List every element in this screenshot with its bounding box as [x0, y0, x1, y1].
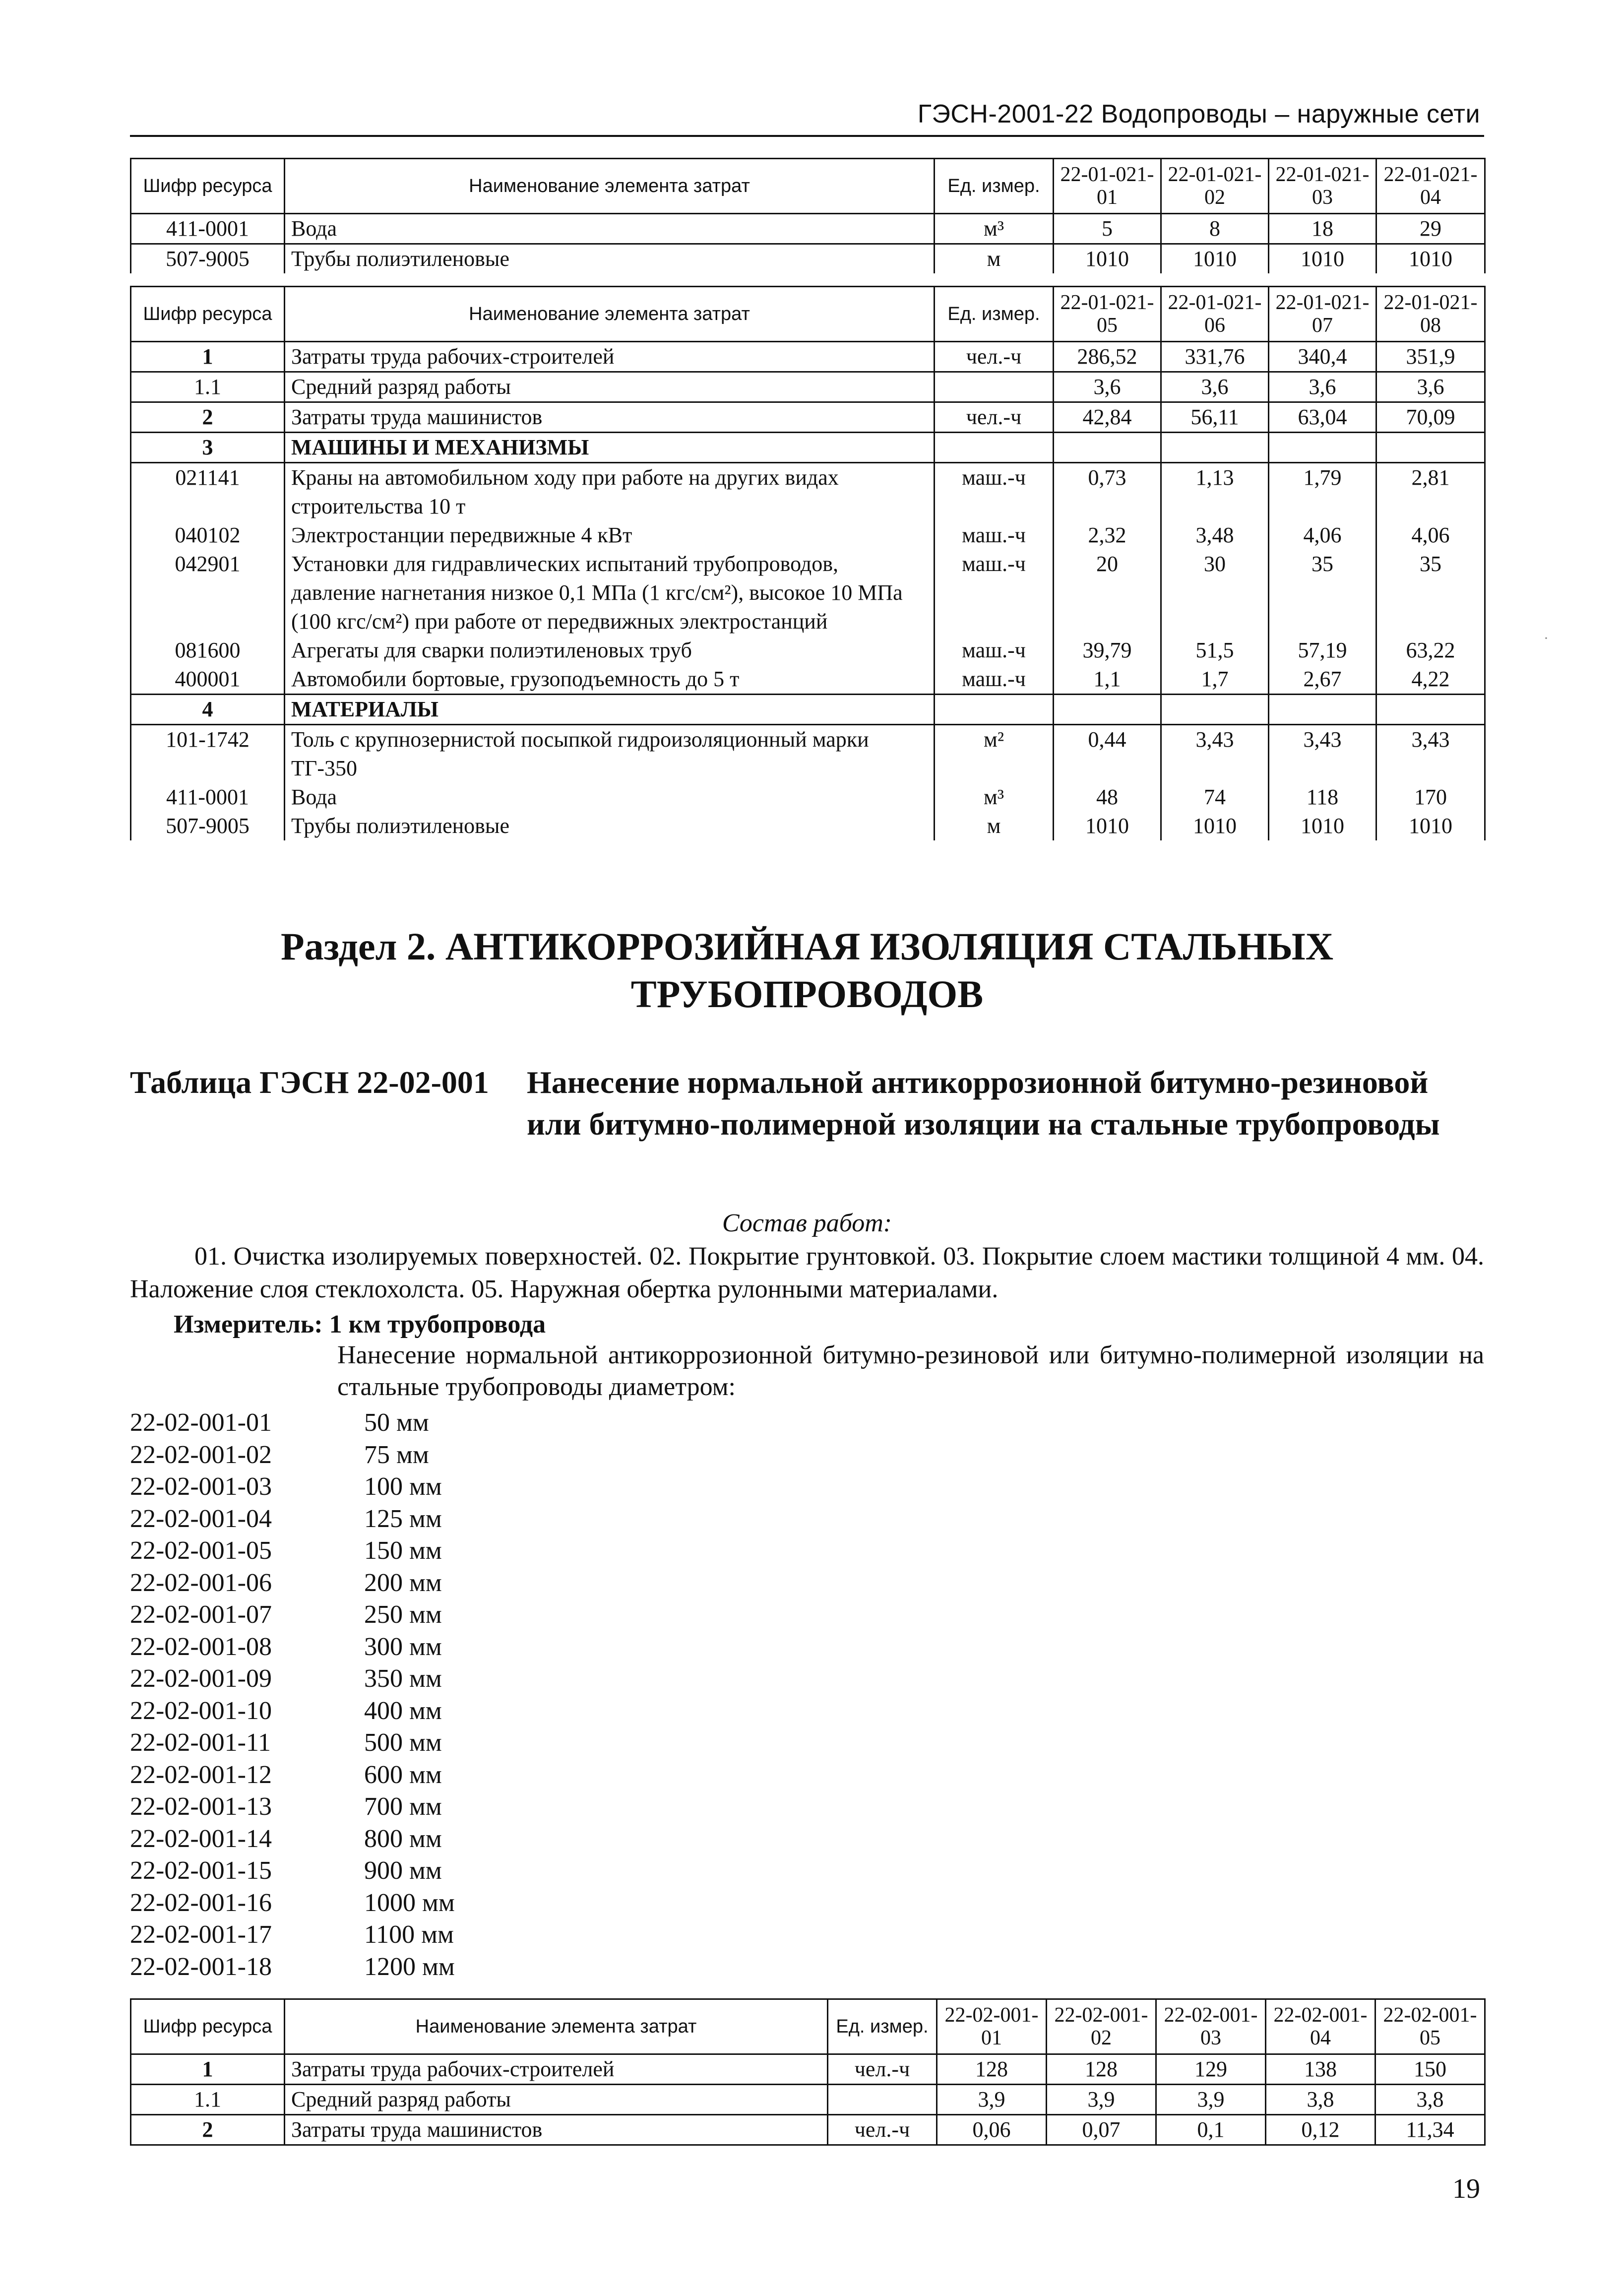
col-header-norm-code: 22-02-001-02 — [1047, 1999, 1156, 2054]
pipe-diameter: 75 мм — [364, 1440, 429, 1469]
list-item — [130, 1951, 455, 1983]
cell-unit: чел.-ч — [935, 402, 1054, 433]
col-header-norm-code: 22-01-021-06 — [1161, 287, 1269, 342]
cell-name: Трубы полиэтиленовые — [285, 812, 935, 840]
cell-name: Трубы полиэтиленовые — [285, 244, 935, 274]
cell-value: 0,12 — [1266, 2115, 1375, 2145]
page-number: 19 — [1452, 2173, 1480, 2204]
cell-value: 3,6 — [1054, 372, 1161, 402]
cell-code: 411-0001 — [131, 214, 285, 244]
cell-value: 0,1 — [1156, 2115, 1266, 2145]
cell-value: 1010 — [1376, 812, 1485, 840]
list-item — [130, 1471, 455, 1503]
meter-label: Измеритель: — [174, 1310, 323, 1339]
list-item — [130, 1791, 455, 1823]
norm-code: 22-02-001-10 — [130, 1696, 272, 1725]
works-text: 01. Очистка изолируемых поверхностей. 02. Покрытие грунтовкой. 03. Покрытие слоем мастики толщиной 4 мм. 04. Наложение слоя стеклохолста. 05. Наружная обертка рулонными материалами. — [130, 1242, 1484, 1303]
cell-value: 340,4 — [1269, 342, 1376, 372]
norm-code: 22-02-001-13 — [130, 1792, 272, 1821]
list-item — [130, 1919, 455, 1951]
cell-name: Средний разряд работы — [285, 372, 935, 402]
cell-value: 2,81 — [1376, 463, 1485, 521]
cell-code: 1 — [131, 2054, 285, 2085]
cell-unit — [935, 433, 1054, 463]
col-header-norm-code: 22-01-021-05 — [1054, 287, 1161, 342]
table-title-code: Таблица ГЭСН 22-02-001 — [130, 1065, 489, 1100]
cell-value: 3,8 — [1375, 2085, 1485, 2115]
cell-value: 128 — [1047, 2054, 1156, 2085]
col-header-unit: Ед. измер. — [935, 287, 1054, 342]
cell-value: 42,84 — [1054, 402, 1161, 433]
col-header-norm-code: 22-02-001-05 — [1375, 1999, 1485, 2054]
cell-unit: маш.-ч — [935, 665, 1054, 695]
pipe-diameter: 900 мм — [364, 1856, 442, 1885]
cell-value: 1010 — [1269, 812, 1376, 840]
header-row — [131, 1999, 1485, 2054]
table-row — [131, 636, 1485, 665]
col-header-name: Наименование элемента затрат — [285, 287, 935, 342]
cell-value: 48 — [1054, 783, 1161, 812]
table-title — [130, 1062, 1484, 1145]
norm-description: Нанесение нормальной антикоррозионной битумно-резиновой или битумно-полимерной изоляции на стальные трубопроводы диаметром: — [337, 1341, 1484, 1401]
cell-value: 2,67 — [1269, 665, 1376, 695]
cell-name: Затраты труда машинистов — [285, 2115, 828, 2145]
pipe-diameter: 800 мм — [364, 1824, 442, 1853]
table-row — [131, 214, 1485, 244]
list-item — [130, 1535, 455, 1567]
cell-value: 3,43 — [1161, 725, 1269, 783]
scan-mark: · — [1544, 630, 1549, 646]
pipe-diameter: 100 мм — [364, 1472, 442, 1501]
cell-value: 11,34 — [1375, 2115, 1485, 2145]
meter-value: 1 км трубопровода — [329, 1310, 546, 1339]
norm-code: 22-02-001-14 — [130, 1824, 272, 1853]
cell-value: 2,32 — [1054, 521, 1161, 550]
cell-name: Средний разряд работы — [285, 2085, 828, 2115]
norm-code: 22-02-001-09 — [130, 1664, 272, 1693]
cell-code: 411-0001 — [131, 783, 285, 812]
pipe-diameter: 400 мм — [364, 1696, 442, 1725]
list-item — [130, 1407, 455, 1439]
list-item — [130, 1823, 455, 1855]
cell-code: 2 — [131, 2115, 285, 2145]
header-rule — [130, 135, 1484, 137]
cell-code: 1.1 — [131, 2085, 285, 2115]
section-title: Раздел 2. АНТИКОРРОЗИЙНАЯ ИЗОЛЯЦИЯ СТАЛЬНЫХ ТРУБОПРОВОДОВ — [280, 925, 1334, 1016]
table-row — [131, 433, 1485, 463]
cell-value: 170 — [1376, 783, 1485, 812]
works-caption: Состав работ: — [722, 1209, 892, 1237]
cell-value: 56,11 — [1161, 402, 1269, 433]
cell-value: 3,6 — [1269, 372, 1376, 402]
cell-value: 63,04 — [1269, 402, 1376, 433]
col-header-unit: Ед. измер. — [935, 159, 1054, 214]
cell-value — [1161, 695, 1269, 725]
pipe-diameter: 50 мм — [364, 1408, 429, 1437]
pipe-diameter: 250 мм — [364, 1600, 442, 1629]
cell-value: 351,9 — [1376, 342, 1485, 372]
col-header-unit: Ед. измер. — [828, 1999, 937, 2054]
cell-unit: чел.-ч — [828, 2115, 937, 2145]
cell-unit: маш.-ч — [935, 521, 1054, 550]
pipe-diameter: 150 мм — [364, 1536, 442, 1565]
table-row — [131, 725, 1485, 783]
cell-unit — [828, 2085, 937, 2115]
col-header-name: Наименование элемента затрат — [285, 1999, 828, 2054]
pipe-diameter: 300 мм — [364, 1632, 442, 1661]
cell-value: 51,5 — [1161, 636, 1269, 665]
cell-name: Затраты труда рабочих-строителей — [285, 342, 935, 372]
pipe-diameter: 500 мм — [364, 1728, 442, 1757]
list-item — [130, 1631, 455, 1663]
cell-unit: чел.-ч — [828, 2054, 937, 2085]
table-row — [131, 2085, 1485, 2115]
cell-name: Агрегаты для сварки полиэтиленовых труб — [285, 636, 935, 665]
cell-value — [1376, 695, 1485, 725]
pipe-diameter: 1000 мм — [364, 1888, 455, 1917]
norm-code: 22-02-001-15 — [130, 1856, 272, 1885]
cell-name: Затраты труда рабочих-строителей — [285, 2054, 828, 2085]
cell-code: 101-1742 — [131, 725, 285, 783]
table-row — [131, 2054, 1485, 2085]
meter — [174, 1310, 546, 1339]
cell-value: 331,76 — [1161, 342, 1269, 372]
cell-code: 081600 — [131, 636, 285, 665]
cell-unit — [935, 695, 1054, 725]
cell-value: 1,1 — [1054, 665, 1161, 695]
cell-value: 3,9 — [1047, 2085, 1156, 2115]
header-row — [131, 159, 1485, 214]
cell-value — [1161, 433, 1269, 463]
pipe-diameter: 350 мм — [364, 1664, 442, 1693]
cell-value: 3,6 — [1161, 372, 1269, 402]
col-header-code: Шифр ресурса — [131, 1999, 285, 2054]
cell-unit — [935, 372, 1054, 402]
cell-code: 021141 — [131, 463, 285, 521]
pipe-diameter: 1100 мм — [364, 1920, 454, 1949]
cell-value: 18 — [1269, 214, 1376, 244]
norm-code: 22-02-001-02 — [130, 1440, 272, 1469]
col-header-norm-code: 22-02-001-03 — [1156, 1999, 1266, 2054]
pipe-diameter: 200 мм — [364, 1568, 442, 1597]
cell-value: 3,9 — [1156, 2085, 1266, 2115]
norm-code: 22-02-001-07 — [130, 1600, 272, 1629]
table-title-text: Нанесение нормальной антикоррозионной битумно-резиновой или битумно-полимерной изоляции на стальные трубопроводы — [527, 1065, 1440, 1142]
cell-unit: м³ — [935, 783, 1054, 812]
cell-value: 1,13 — [1161, 463, 1269, 521]
cell-name: МАТЕРИАЛЫ — [285, 695, 935, 725]
norm-code: 22-02-001-17 — [130, 1920, 272, 1949]
table-row — [131, 463, 1485, 521]
cell-value: 1010 — [1161, 244, 1269, 274]
norm-code: 22-02-001-06 — [130, 1568, 272, 1597]
cell-value: 74 — [1161, 783, 1269, 812]
cell-value: 1010 — [1161, 812, 1269, 840]
cell-name: Затраты труда машинистов — [285, 402, 935, 433]
table-row — [131, 372, 1485, 402]
list-item — [130, 1599, 455, 1631]
cell-name: Краны на автомобильном ходу при работе на других видах строительства 10 т — [285, 463, 935, 521]
norm-code: 22-02-001-12 — [130, 1760, 272, 1789]
cell-value: 1010 — [1054, 244, 1161, 274]
cell-value: 0,44 — [1054, 725, 1161, 783]
code-list — [130, 1407, 455, 1983]
cell-value: 1010 — [1054, 812, 1161, 840]
cell-name: Установки для гидравлических испытаний трубопроводов, давление нагнетания низкое 0,1 МПа (1 кгс/см²), высокое 10 МПа (100 кгс/см²) при работе от передвижных электростанций — [285, 550, 935, 636]
table-row — [131, 342, 1485, 372]
list-item — [130, 1439, 455, 1471]
cell-value — [1269, 433, 1376, 463]
cell-value: 138 — [1266, 2054, 1375, 2085]
cell-value: 4,06 — [1376, 521, 1485, 550]
cell-value: 63,22 — [1376, 636, 1485, 665]
list-item — [130, 1503, 455, 1535]
cell-value: 20 — [1054, 550, 1161, 636]
pipe-diameter: 125 мм — [364, 1504, 442, 1533]
list-item — [130, 1567, 455, 1599]
cell-code: 507-9005 — [131, 812, 285, 840]
col-header-code: Шифр ресурса — [131, 159, 285, 214]
cell-code: 3 — [131, 433, 285, 463]
cell-value: 39,79 — [1054, 636, 1161, 665]
cell-code: 042901 — [131, 550, 285, 636]
norm-code: 22-02-001-05 — [130, 1536, 272, 1565]
cell-value: 3,43 — [1269, 725, 1376, 783]
cell-name: Автомобили бортовые, грузоподъемность до 5 т — [285, 665, 935, 695]
cell-value: 4,22 — [1376, 665, 1485, 695]
cell-value: 3,43 — [1376, 725, 1485, 783]
cell-value: 286,52 — [1054, 342, 1161, 372]
col-header-norm-code: 22-02-001-01 — [937, 1999, 1047, 2054]
table-row — [131, 812, 1485, 840]
norm-code: 22-02-001-03 — [130, 1472, 272, 1501]
table-row — [131, 244, 1485, 274]
cell-value: 0,06 — [937, 2115, 1047, 2145]
norm-code: 22-02-001-18 — [130, 1952, 272, 1981]
cell-value — [1269, 695, 1376, 725]
cell-value: 1010 — [1376, 244, 1485, 274]
cell-value: 3,6 — [1376, 372, 1485, 402]
cell-unit: м — [935, 244, 1054, 274]
table-row — [131, 2115, 1485, 2145]
table-row — [131, 783, 1485, 812]
resource-table-2 — [130, 286, 1486, 840]
table-row — [131, 695, 1485, 725]
cell-value: 5 — [1054, 214, 1161, 244]
table-row — [131, 402, 1485, 433]
cell-value: 35 — [1269, 550, 1376, 636]
resource-table-1 — [130, 158, 1486, 273]
pipe-diameter: 1200 мм — [364, 1952, 455, 1981]
table-row — [131, 550, 1485, 636]
cell-value: 3,9 — [937, 2085, 1047, 2115]
cell-code: 1 — [131, 342, 285, 372]
cell-value: 1010 — [1269, 244, 1376, 274]
cell-code: 4 — [131, 695, 285, 725]
resource-table-3 — [130, 1998, 1486, 2146]
cell-unit: чел.-ч — [935, 342, 1054, 372]
cell-unit: м³ — [935, 214, 1054, 244]
list-item — [130, 1663, 455, 1695]
cell-value: 128 — [937, 2054, 1047, 2085]
cell-value: 29 — [1376, 214, 1485, 244]
pipe-diameter: 600 мм — [364, 1760, 442, 1789]
cell-code: 400001 — [131, 665, 285, 695]
cell-value: 4,06 — [1269, 521, 1376, 550]
cell-name: МАШИНЫ И МЕХАНИЗМЫ — [285, 433, 935, 463]
norm-code: 22-02-001-16 — [130, 1888, 272, 1917]
cell-unit: м² — [935, 725, 1054, 783]
cell-value: 0,07 — [1047, 2115, 1156, 2145]
cell-code: 1.1 — [131, 372, 285, 402]
col-header-norm-code: 22-01-021-02 — [1161, 159, 1269, 214]
cell-name: Вода — [285, 214, 935, 244]
pipe-diameter: 700 мм — [364, 1792, 442, 1821]
col-header-code: Шифр ресурса — [131, 287, 285, 342]
cell-value: 129 — [1156, 2054, 1266, 2085]
col-header-norm-code: 22-02-001-04 — [1266, 1999, 1375, 2054]
header-row — [131, 287, 1485, 342]
table-row — [131, 665, 1485, 695]
cell-value: 35 — [1376, 550, 1485, 636]
col-header-norm-code: 22-01-021-01 — [1054, 159, 1161, 214]
norm-code: 22-02-001-08 — [130, 1632, 272, 1661]
list-item — [130, 1759, 455, 1791]
list-item — [130, 1855, 455, 1887]
norm-code: 22-02-001-01 — [130, 1408, 272, 1437]
cell-value: 3,8 — [1266, 2085, 1375, 2115]
cell-name: Толь с крупнозернистой посыпкой гидроизоляционный марки ТГ-350 — [285, 725, 935, 783]
cell-value: 1,79 — [1269, 463, 1376, 521]
col-header-norm-code: 22-01-021-08 — [1376, 287, 1485, 342]
cell-value — [1054, 695, 1161, 725]
cell-name: Вода — [285, 783, 935, 812]
cell-value: 57,19 — [1269, 636, 1376, 665]
col-header-name: Наименование элемента затрат — [285, 159, 935, 214]
list-item — [130, 1887, 455, 1919]
col-header-norm-code: 22-01-021-04 — [1376, 159, 1485, 214]
cell-value — [1054, 433, 1161, 463]
cell-code: 2 — [131, 402, 285, 433]
cell-value: 0,73 — [1054, 463, 1161, 521]
cell-value: 30 — [1161, 550, 1269, 636]
cell-unit: маш.-ч — [935, 463, 1054, 521]
cell-unit: маш.-ч — [935, 636, 1054, 665]
cell-value: 70,09 — [1376, 402, 1485, 433]
cell-code: 040102 — [131, 521, 285, 550]
cell-code: 507-9005 — [131, 244, 285, 274]
norm-code: 22-02-001-11 — [130, 1728, 271, 1757]
cell-value — [1376, 433, 1485, 463]
cell-value: 118 — [1269, 783, 1376, 812]
norm-code: 22-02-001-04 — [130, 1504, 272, 1533]
cell-value: 1,7 — [1161, 665, 1269, 695]
col-header-norm-code: 22-01-021-03 — [1269, 159, 1376, 214]
cell-unit: маш.-ч — [935, 550, 1054, 636]
table-row — [131, 521, 1485, 550]
cell-name: Электростанции передвижные 4 кВт — [285, 521, 935, 550]
running-header: ГЭСН-2001-22 Водопроводы – наружные сети — [917, 100, 1480, 128]
col-header-norm-code: 22-01-021-07 — [1269, 287, 1376, 342]
list-item — [130, 1695, 455, 1727]
list-item — [130, 1727, 455, 1759]
cell-unit: м — [935, 812, 1054, 840]
cell-value: 150 — [1375, 2054, 1485, 2085]
cell-value: 8 — [1161, 214, 1269, 244]
cell-value: 3,48 — [1161, 521, 1269, 550]
